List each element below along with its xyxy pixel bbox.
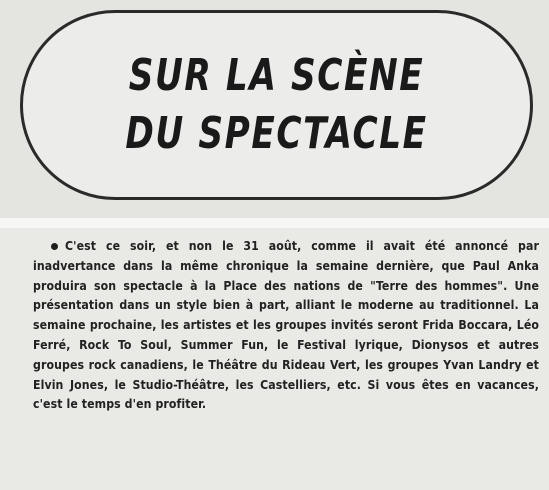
header-panel bbox=[0, 0, 549, 218]
article-body: C'est ce soir, et non le 31 août, comme il avait été annoncé par inadvertance dans la même chronique la semaine dernière, que Paul Anka produira son spectacle à la Place des nations de "Terre des hommes". Une présentation dans un style bien à part, alliant le moderne au traditionnel. La semaine prochaine, les artistes et les groupes invités seront Frida Boccara, Léo Ferré, Rock To Soul, Summer Fun, le Festival lyrique, Dionysos et autres groupes rock canadiens, le Théâtre du Rideau Vert, les groupes Yvan Landry et Elvin Jones, le Studio-Théâtre, les Castelliers, etc. Si vous êtes en vacances, c'est le temps d'en profiter. bbox=[33, 239, 539, 412]
article-paragraph bbox=[33, 237, 539, 415]
article bbox=[0, 228, 549, 490]
section-banner bbox=[20, 10, 533, 200]
section-title-line-1: SUR LA SCÈNE bbox=[128, 50, 425, 101]
bullet-icon bbox=[51, 243, 58, 250]
section-title-line-2: DU SPECTACLE bbox=[125, 108, 428, 159]
section-title bbox=[79, 47, 474, 163]
divider bbox=[0, 218, 549, 228]
